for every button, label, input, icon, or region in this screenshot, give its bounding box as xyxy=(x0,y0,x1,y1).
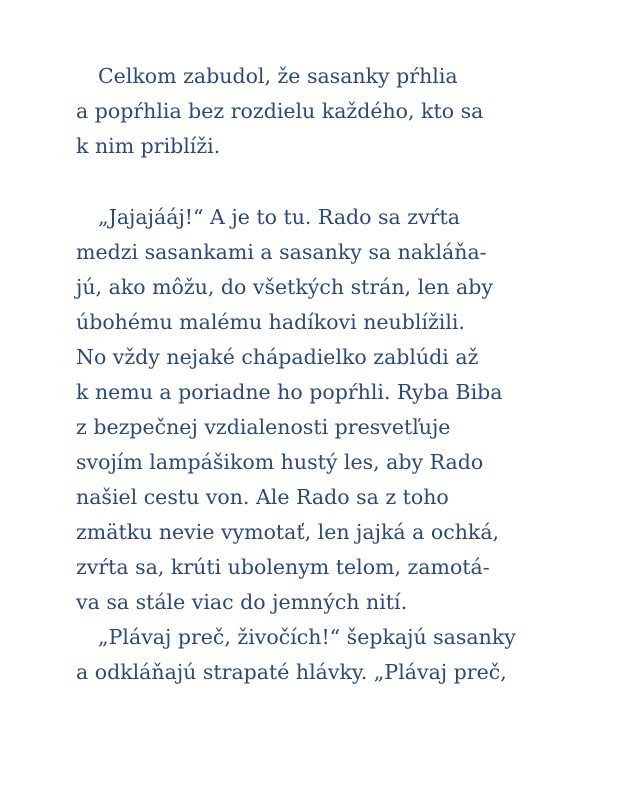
paragraph-2-line-5: No vždy nejaké chápadielko zablúdi až xyxy=(76,345,479,369)
paragraph-1-line-3: k nim priblíži. xyxy=(76,134,221,158)
paragraph-2-line-11: zvŕta sa, krúti ubolenym telom, zamotá- xyxy=(76,555,490,579)
paragraph-3-line-1: „Plávaj preč, živočích!“ šepkajú sasanky xyxy=(98,625,516,649)
paragraph-3-line-2: a odkláňajú strapaté hlávky. „Plávaj preč, xyxy=(76,660,507,684)
paragraph-2-line-8: svojím lampášikom hustý les, aby Rado xyxy=(76,450,484,474)
paragraph-2-line-9: našiel cestu von. Ale Rado sa z toho xyxy=(76,485,449,509)
paragraph-2-line-6: k nemu a poriadne ho popŕhli. Ryba Biba xyxy=(76,380,503,404)
paragraph-2-line-12: va sa stále viac do jemných nití. xyxy=(76,590,408,614)
paragraph-2-line-2: medzi sasankami a sasanky sa nakláňa- xyxy=(76,240,487,264)
paragraph-2-line-3: jú, ako môžu, do všetkých strán, len aby xyxy=(76,275,493,299)
paragraph-2-line-1: „Jajajááj!“ A je to tu. Rado sa zvŕta xyxy=(98,205,460,229)
paragraph-1-line-2: a popŕhlia bez rozdielu každého, kto sa xyxy=(76,99,484,123)
paragraph-2-line-10: zmätku nevie vymotať, len jajká a ochká, xyxy=(76,520,500,544)
paragraph-1-line-1: Celkom zabudol, že sasanky pŕhlia xyxy=(98,64,458,88)
paragraph-2-line-4: úbohému malému hadíkovi neublížili. xyxy=(76,310,465,334)
paragraph-2-line-7: z bezpečnej vzdialenosti presvetľuje xyxy=(76,415,451,439)
